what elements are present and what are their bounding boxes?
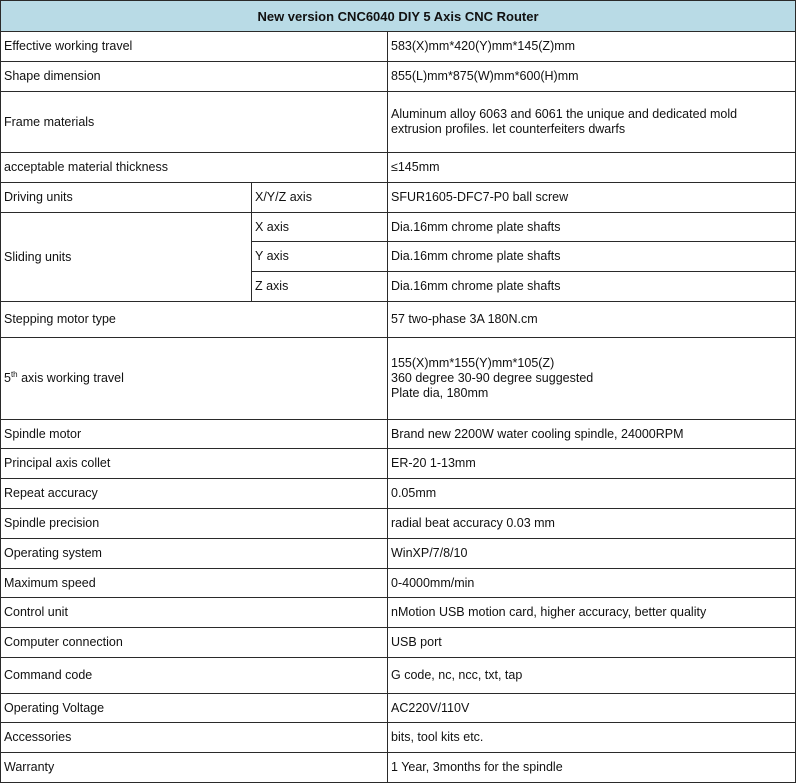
row-sublabel: X axis bbox=[252, 213, 388, 242]
row-sublabel: Z axis bbox=[252, 272, 388, 302]
table-row bbox=[1, 32, 796, 62]
row-label: Frame materials bbox=[1, 92, 388, 153]
table-row bbox=[1, 598, 796, 628]
row-label bbox=[1, 338, 388, 420]
row-value: Dia.16mm chrome plate shafts bbox=[388, 272, 796, 302]
table-row bbox=[1, 539, 796, 569]
row-label: Driving units bbox=[1, 183, 252, 213]
row-value: 1 Year, 3months for the spindle bbox=[388, 753, 796, 783]
row-value: 855(L)mm*875(W)mm*600(H)mm bbox=[388, 62, 796, 92]
row-sublabel: X/Y/Z axis bbox=[252, 183, 388, 213]
row-label: Spindle precision bbox=[1, 509, 388, 539]
row-value: SFUR1605-DFC7-P0 ball screw bbox=[388, 183, 796, 213]
label-part: 5 bbox=[4, 371, 11, 385]
table-row bbox=[1, 694, 796, 723]
table-row bbox=[1, 723, 796, 753]
value-line: Aluminum alloy 6063 and 6061 the unique and dedicated mold bbox=[391, 107, 738, 121]
row-label: Operating system bbox=[1, 539, 388, 569]
row-value: 0-4000mm/min bbox=[388, 569, 796, 598]
label-superscript: th bbox=[10, 369, 18, 379]
table-row bbox=[1, 509, 796, 539]
table-row bbox=[1, 420, 796, 449]
row-value: ER-20 1-13mm bbox=[388, 449, 796, 479]
row-label: Principal axis collet bbox=[1, 449, 388, 479]
table-row bbox=[1, 658, 796, 694]
label-part: axis working travel bbox=[17, 371, 124, 385]
table-row bbox=[1, 449, 796, 479]
row-value: Dia.16mm chrome plate shafts bbox=[388, 242, 796, 272]
row-value: 0.05mm bbox=[388, 479, 796, 509]
row-value: G code, nc, ncc, txt, tap bbox=[388, 658, 796, 694]
table-row bbox=[1, 569, 796, 598]
row-value bbox=[388, 92, 796, 153]
row-value bbox=[388, 338, 796, 420]
table-row bbox=[1, 479, 796, 509]
row-value: radial beat accuracy 0.03 mm bbox=[388, 509, 796, 539]
table-title: New version CNC6040 DIY 5 Axis CNC Router bbox=[1, 1, 796, 32]
table-row bbox=[1, 753, 796, 783]
row-label: Warranty bbox=[1, 753, 388, 783]
table-row bbox=[1, 302, 796, 338]
table-row bbox=[1, 183, 796, 213]
row-value: 583(X)mm*420(Y)mm*145(Z)mm bbox=[388, 32, 796, 62]
row-label: Computer connection bbox=[1, 628, 388, 658]
table-row bbox=[1, 213, 796, 242]
row-value: nMotion USB motion card, higher accuracy, better quality bbox=[388, 598, 796, 628]
value-line: extrusion profiles. let counterfeiters dwarfs bbox=[391, 122, 626, 136]
row-value: 57 two-phase 3A 180N.cm bbox=[388, 302, 796, 338]
row-label: Control unit bbox=[1, 598, 388, 628]
title-row bbox=[1, 1, 796, 32]
value-line: Plate dia, 180mm bbox=[391, 386, 489, 400]
row-label: Accessories bbox=[1, 723, 388, 753]
table-row bbox=[1, 628, 796, 658]
row-sublabel: Y axis bbox=[252, 242, 388, 272]
table-row bbox=[1, 92, 796, 153]
row-label: Shape dimension bbox=[1, 62, 388, 92]
table-row bbox=[1, 153, 796, 183]
value-line: 360 degree 30-90 degree suggested bbox=[391, 371, 594, 385]
row-label: Spindle motor bbox=[1, 420, 388, 449]
row-label: Maximum speed bbox=[1, 569, 388, 598]
value-line: 155(X)mm*155(Y)mm*105(Z) bbox=[391, 356, 555, 370]
row-label: Operating Voltage bbox=[1, 694, 388, 723]
row-label: acceptable material thickness bbox=[1, 153, 388, 183]
row-label: Sliding units bbox=[1, 213, 252, 302]
row-label: Stepping motor type bbox=[1, 302, 388, 338]
row-value: WinXP/7/8/10 bbox=[388, 539, 796, 569]
row-label: Repeat accuracy bbox=[1, 479, 388, 509]
table-row bbox=[1, 338, 796, 420]
row-value: ≤145mm bbox=[388, 153, 796, 183]
row-label: Effective working travel bbox=[1, 32, 388, 62]
row-value: Dia.16mm chrome plate shafts bbox=[388, 213, 796, 242]
row-value: Brand new 2200W water cooling spindle, 24000RPM bbox=[388, 420, 796, 449]
row-label: Command code bbox=[1, 658, 388, 694]
table-row bbox=[1, 62, 796, 92]
row-value: bits, tool kits etc. bbox=[388, 723, 796, 753]
row-value: AC220V/110V bbox=[388, 694, 796, 723]
row-value: USB port bbox=[388, 628, 796, 658]
